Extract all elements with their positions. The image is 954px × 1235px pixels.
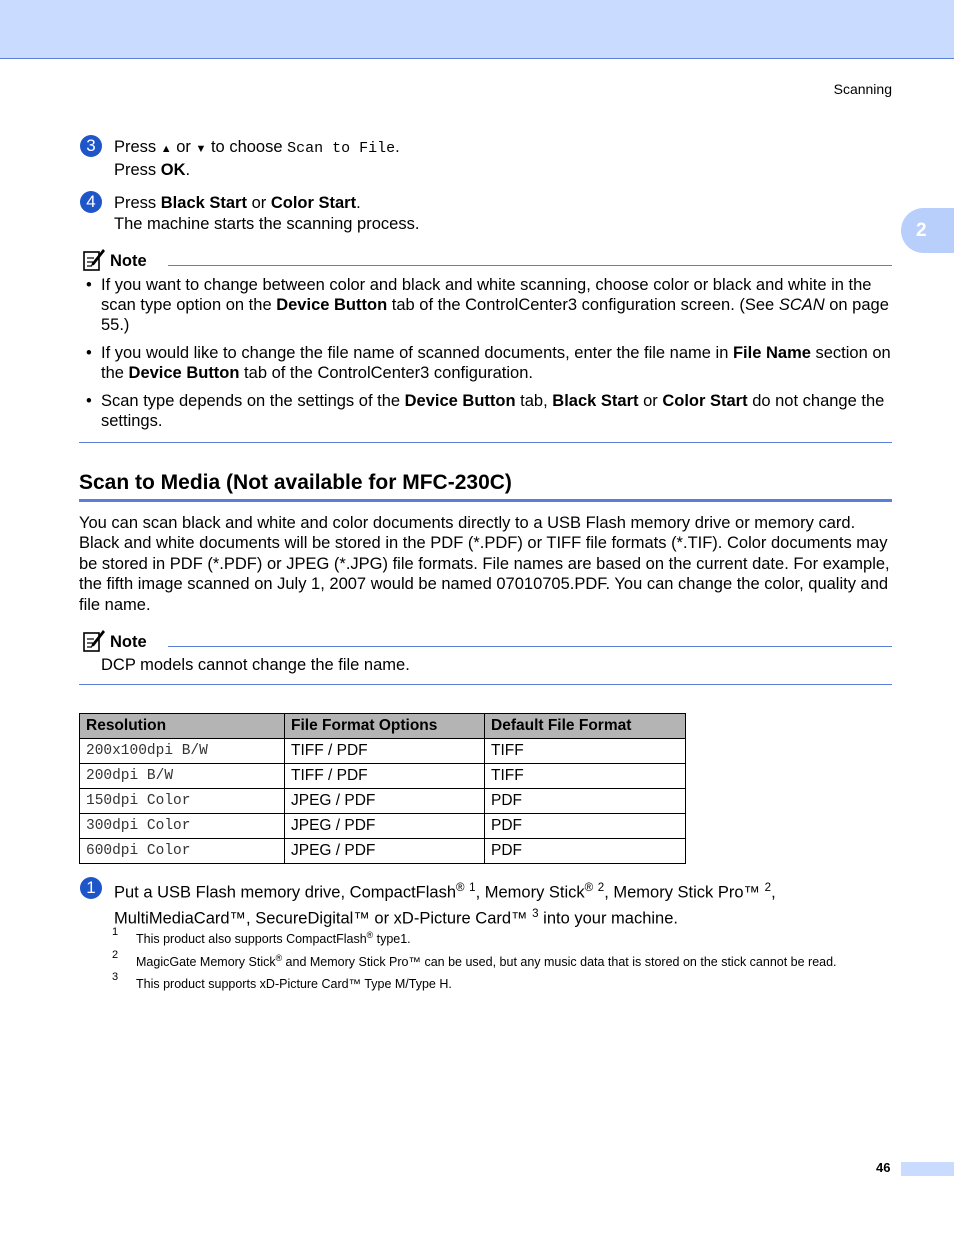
- cross-reference-link[interactable]: SCAN: [778, 296, 825, 314]
- table-row: [80, 739, 686, 764]
- note-header: [80, 248, 892, 274]
- intro-paragraph: You can scan black and white and color documents directly to a USB Flash memory drive or memory card. Black and white documents will be stored in the PDF (*.PDF) or TIFF file formats (*.TIF). Color documents may be stored in PDF (*.PDF) or JPEG (*.JPG) file formats. File names are based on the current date. For example, the fifth image scanned on July 1, 2007 would be named 07010705.PDF. You can change the color, quality and file name.: [79, 514, 890, 614]
- chapter-tab: 2: [901, 208, 954, 253]
- note-end-rule: [79, 442, 892, 443]
- step-3-text: Press ▲ or ▼ to choose Scan to File. Press OK.: [114, 138, 400, 179]
- format-options-cell: JPEG / PDF: [285, 789, 485, 814]
- format-table: [79, 713, 686, 864]
- table-header-row: [80, 714, 686, 739]
- note-rule: [168, 265, 892, 266]
- format-options-cell: TIFF / PDF: [285, 739, 485, 764]
- note-pencil-icon: [82, 629, 106, 653]
- section-title: Scan to Media (Not available for MFC-230C): [79, 471, 512, 494]
- section-rule: [79, 499, 892, 502]
- down-arrow-icon: ▼: [195, 143, 207, 155]
- list-item: • If you want to change between color and black and white scanning, choose color or black and white in the scan type option on the Device Button tab of the ControlCenter3 configuration screen. (See SCAN on page 55.): [86, 275, 892, 335]
- table-row: [80, 764, 686, 789]
- column-header: Resolution: [80, 714, 285, 739]
- default-format-cell: TIFF: [485, 739, 686, 764]
- resolution-cell: 300dpi Color: [80, 814, 285, 839]
- footnote-ref[interactable]: 2: [597, 882, 605, 894]
- footnote-ref[interactable]: 1: [469, 882, 476, 894]
- footnote-ref[interactable]: 3: [532, 907, 539, 920]
- list-item: • If you would like to change the file name of scanned documents, enter the file name in File Name section on the Device Button tab of the ControlCenter3 configuration.: [86, 343, 892, 383]
- default-format-cell: PDF: [485, 814, 686, 839]
- header-band: [0, 0, 954, 59]
- note-label: Note: [110, 633, 147, 651]
- default-format-cell: TIFF: [485, 764, 686, 789]
- note-bullet-list: [86, 275, 892, 439]
- table-row: [80, 789, 686, 814]
- resolution-cell: 600dpi Color: [80, 839, 285, 864]
- note-pencil-icon: [82, 248, 106, 272]
- step-1-number: 1: [80, 877, 102, 899]
- table-row: [80, 814, 686, 839]
- format-options-cell: JPEG / PDF: [285, 814, 485, 839]
- resolution-cell: 200dpi B/W: [80, 764, 285, 789]
- note-text: DCP models cannot change the file name.: [101, 656, 410, 674]
- column-header: Default File Format: [485, 714, 686, 739]
- column-header: File Format Options: [285, 714, 485, 739]
- step-3-number: 3: [80, 135, 102, 157]
- step-4-text: Press Black Start or Color Start. The machine starts the scanning process.: [114, 194, 420, 233]
- page-number: 46: [876, 1160, 891, 1175]
- resolution-cell: 200x100dpi B/W: [80, 739, 285, 764]
- table-row: [80, 839, 686, 864]
- default-format-cell: PDF: [485, 789, 686, 814]
- default-format-cell: PDF: [485, 839, 686, 864]
- note-end-rule: [79, 684, 892, 685]
- note-label: Note: [110, 252, 147, 270]
- format-options-cell: JPEG / PDF: [285, 839, 485, 864]
- running-header: Scanning: [833, 81, 892, 97]
- footnote-ref[interactable]: 2: [764, 882, 772, 894]
- footer-band: [901, 1162, 954, 1176]
- list-item: • Scan type depends on the settings of the Device Button tab, Black Start or Color Start do not change the settings.: [86, 391, 892, 431]
- format-options-cell: TIFF / PDF: [285, 764, 485, 789]
- step-1-text: Put a USB Flash memory drive, CompactFlash® $^1$, Memory Stick® $^2$, Memory Stick Pro™ $^2$, MultiMediaCard™, SecureDigital™ or xD-Picture Card™ $^3$ into your machine.: [114, 882, 776, 927]
- note-header: [80, 629, 892, 655]
- step-4-number: 4: [80, 191, 102, 213]
- note-rule: [168, 646, 892, 647]
- up-arrow-icon: ▲: [160, 143, 172, 155]
- resolution-cell: 150dpi Color: [80, 789, 285, 814]
- menu-option: Scan to File: [287, 140, 396, 157]
